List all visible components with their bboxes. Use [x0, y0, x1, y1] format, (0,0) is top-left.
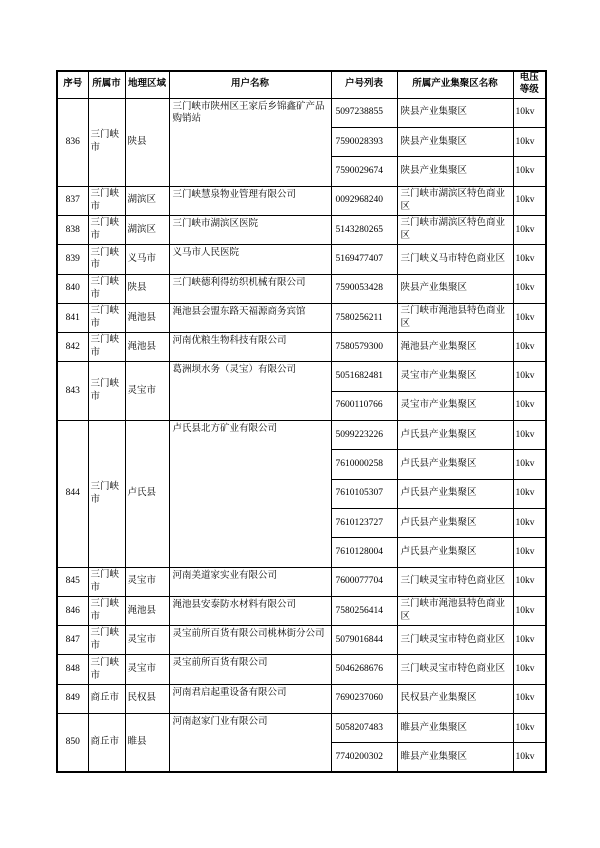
voltage-level-cell: 10kv: [513, 362, 546, 391]
city-cell: 三门峡市: [88, 333, 125, 362]
table-row: [57, 274, 546, 303]
voltage-level-cell: 10kv: [513, 684, 546, 713]
voltage-level-cell: 10kv: [513, 98, 546, 127]
region-cell: 渑池县: [125, 333, 169, 362]
account-number-cell: 5046268676: [331, 655, 397, 684]
row-number-cell: 845: [57, 567, 88, 596]
user-name-cell: 灵宝前所百货有限公司: [169, 655, 331, 684]
voltage-level-cell: 10kv: [513, 596, 546, 625]
table-row: [57, 421, 546, 450]
region-cell: 灵宝市: [125, 567, 169, 596]
account-number-cell: 7590029674: [331, 157, 397, 186]
city-cell: 三门峡市: [88, 655, 125, 684]
account-number-cell: 0092968240: [331, 186, 397, 215]
region-cell: 灵宝市: [125, 626, 169, 655]
city-cell: 商丘市: [88, 713, 125, 772]
user-name-cell: 河南君启起重设备有限公司: [169, 684, 331, 713]
row-number-cell: 847: [57, 626, 88, 655]
row-number-cell: 836: [57, 98, 88, 186]
account-number-cell: 7610123727: [331, 508, 397, 537]
cluster-name-cell: 睢县产业集聚区: [397, 743, 513, 772]
cluster-name-cell: 卢氏县产业集聚区: [397, 450, 513, 479]
cluster-name-cell: 陕县产业集聚区: [397, 128, 513, 157]
account-number-cell: 7600077704: [331, 567, 397, 596]
region-cell: 渑池县: [125, 303, 169, 332]
row-number-cell: 846: [57, 596, 88, 625]
row-number-cell: 850: [57, 713, 88, 772]
row-number-cell: 844: [57, 421, 88, 567]
table-row: [57, 245, 546, 274]
city-cell: 三门峡市: [88, 596, 125, 625]
city-cell: 三门峡市: [88, 567, 125, 596]
user-name-cell: 灵宝前所百货有限公司桃林街分公司: [169, 626, 331, 655]
row-number-cell: 843: [57, 362, 88, 421]
city-cell: 三门峡市: [88, 274, 125, 303]
column-header-4: 户号列表: [331, 71, 397, 98]
cluster-name-cell: 卢氏县产业集聚区: [397, 479, 513, 508]
account-number-cell: 5051682481: [331, 362, 397, 391]
cluster-name-cell: 陕县产业集聚区: [397, 98, 513, 127]
user-name-cell: 三门峡慧泉物业管理有限公司: [169, 186, 331, 215]
account-number-cell: 7610128004: [331, 538, 397, 567]
row-number-cell: 840: [57, 274, 88, 303]
voltage-level-cell: 10kv: [513, 626, 546, 655]
region-cell: 民权县: [125, 684, 169, 713]
voltage-level-cell: 10kv: [513, 157, 546, 186]
region-cell: 湖滨区: [125, 215, 169, 244]
account-number-cell: 7600110766: [331, 391, 397, 420]
table-row: [57, 303, 546, 332]
city-cell: 三门峡市: [88, 245, 125, 274]
cluster-name-cell: 三门峡市湖滨区特色商业区: [397, 215, 513, 244]
account-number-cell: 5099223226: [331, 421, 397, 450]
voltage-level-cell: 10kv: [513, 655, 546, 684]
region-cell: 卢氏县: [125, 421, 169, 567]
cluster-name-cell: 卢氏县产业集聚区: [397, 538, 513, 567]
row-number-cell: 839: [57, 245, 88, 274]
cluster-name-cell: 三门峡灵宝市特色商业区: [397, 626, 513, 655]
city-cell: 三门峡市: [88, 303, 125, 332]
cluster-name-cell: 三门峡灵宝市特色商业区: [397, 567, 513, 596]
city-cell: 三门峡市: [88, 215, 125, 244]
table-row: [57, 186, 546, 215]
user-name-cell: 卢氏县北方矿业有限公司: [169, 421, 331, 567]
column-header-3: 用户名称: [169, 71, 331, 98]
city-cell: 三门峡市: [88, 421, 125, 567]
table-row: [57, 655, 546, 684]
table-body: [57, 98, 546, 772]
voltage-level-cell: 10kv: [513, 508, 546, 537]
table-row: [57, 215, 546, 244]
table-row: [57, 567, 546, 596]
account-number-cell: 5079016844: [331, 626, 397, 655]
region-cell: 睢县: [125, 713, 169, 772]
table-row: [57, 333, 546, 362]
account-number-cell: 7580256211: [331, 303, 397, 332]
cluster-name-cell: 卢氏县产业集聚区: [397, 421, 513, 450]
city-cell: 三门峡市: [88, 626, 125, 655]
account-number-cell: 7590028393: [331, 128, 397, 157]
user-name-cell: 三门峡市湖滨区医院: [169, 215, 331, 244]
voltage-level-cell: 10kv: [513, 421, 546, 450]
region-cell: 灵宝市: [125, 362, 169, 421]
user-name-cell: 河南美道家实业有限公司: [169, 567, 331, 596]
account-number-cell: 7690237060: [331, 684, 397, 713]
header-row: [57, 71, 546, 98]
cluster-name-cell: 灵宝市产业集聚区: [397, 362, 513, 391]
city-cell: 三门峡市: [88, 186, 125, 215]
voltage-level-cell: 10kv: [513, 303, 546, 332]
account-number-cell: 7610105307: [331, 479, 397, 508]
account-number-cell: 5058207483: [331, 713, 397, 742]
cluster-name-cell: 三门峡灵宝市特色商业区: [397, 655, 513, 684]
voltage-level-cell: 10kv: [513, 713, 546, 742]
cluster-name-cell: 睢县产业集聚区: [397, 713, 513, 742]
cluster-name-cell: 陕县产业集聚区: [397, 157, 513, 186]
account-number-cell: 5143280265: [331, 215, 397, 244]
account-number-cell: 5097238855: [331, 98, 397, 127]
region-cell: 湖滨区: [125, 186, 169, 215]
user-name-cell: 三门峡德利得纺织机械有限公司: [169, 274, 331, 303]
table-row: [57, 98, 546, 127]
cluster-name-cell: 卢氏县产业集聚区: [397, 508, 513, 537]
city-cell: 三门峡市: [88, 362, 125, 421]
user-name-cell: 三门峡市陕州区王家后乡锦鑫矿产品购销站: [169, 98, 331, 186]
table-row: [57, 713, 546, 742]
column-header-2: 地理区域: [125, 71, 169, 98]
voltage-level-cell: 10kv: [513, 538, 546, 567]
row-number-cell: 841: [57, 303, 88, 332]
region-cell: 渑池县: [125, 596, 169, 625]
account-number-cell: 7590053428: [331, 274, 397, 303]
voltage-level-cell: 10kv: [513, 245, 546, 274]
voltage-level-cell: 10kv: [513, 186, 546, 215]
user-name-cell: 河南赵家门业有限公司: [169, 713, 331, 772]
region-cell: 陕县: [125, 274, 169, 303]
city-cell: 三门峡市: [88, 98, 125, 186]
column-header-0: 序号: [57, 71, 88, 98]
voltage-level-cell: 10kv: [513, 567, 546, 596]
user-name-cell: 义马市人民医院: [169, 245, 331, 274]
cluster-name-cell: 陕县产业集聚区: [397, 274, 513, 303]
region-cell: 义马市: [125, 245, 169, 274]
cluster-name-cell: 灵宝市产业集聚区: [397, 391, 513, 420]
cluster-name-cell: 三门峡市渑池县特色商业区: [397, 596, 513, 625]
voltage-level-cell: 10kv: [513, 450, 546, 479]
user-name-cell: 渑池县会盟东路天福源商务宾馆: [169, 303, 331, 332]
table-row: [57, 684, 546, 713]
column-header-5: 所属产业集聚区名称: [397, 71, 513, 98]
column-header-1: 所属市: [88, 71, 125, 98]
voltage-level-cell: 10kv: [513, 215, 546, 244]
account-number-cell: 7580256414: [331, 596, 397, 625]
row-number-cell: 842: [57, 333, 88, 362]
voltage-level-cell: 10kv: [513, 743, 546, 772]
table-header: [57, 71, 546, 98]
table-row: [57, 362, 546, 391]
user-name-cell: 葛洲坝水务（灵宝）有限公司: [169, 362, 331, 421]
cluster-name-cell: 三门峡市湖滨区特色商业区: [397, 186, 513, 215]
user-name-cell: 渑池县安泰防水材料有限公司: [169, 596, 331, 625]
user-cluster-table: [56, 70, 547, 773]
region-cell: 灵宝市: [125, 655, 169, 684]
cluster-name-cell: 三门峡义马市特色商业区: [397, 245, 513, 274]
cluster-name-cell: 三门峡市渑池县特色商业区: [397, 303, 513, 332]
account-number-cell: 5169477407: [331, 245, 397, 274]
voltage-level-cell: 10kv: [513, 333, 546, 362]
voltage-level-cell: 10kv: [513, 479, 546, 508]
account-number-cell: 7580579300: [331, 333, 397, 362]
region-cell: 陕县: [125, 98, 169, 186]
voltage-level-cell: 10kv: [513, 128, 546, 157]
table-row: [57, 596, 546, 625]
row-number-cell: 838: [57, 215, 88, 244]
account-number-cell: 7610000258: [331, 450, 397, 479]
column-header-6: 电压等级: [513, 71, 546, 98]
voltage-level-cell: 10kv: [513, 391, 546, 420]
city-cell: 商丘市: [88, 684, 125, 713]
row-number-cell: 848: [57, 655, 88, 684]
row-number-cell: 849: [57, 684, 88, 713]
voltage-level-cell: 10kv: [513, 274, 546, 303]
account-number-cell: 7740200302: [331, 743, 397, 772]
user-name-cell: 河南优粮生物科技有限公司: [169, 333, 331, 362]
cluster-name-cell: 渑池县产业集聚区: [397, 333, 513, 362]
cluster-name-cell: 民权县产业集聚区: [397, 684, 513, 713]
table-row: [57, 626, 546, 655]
row-number-cell: 837: [57, 186, 88, 215]
